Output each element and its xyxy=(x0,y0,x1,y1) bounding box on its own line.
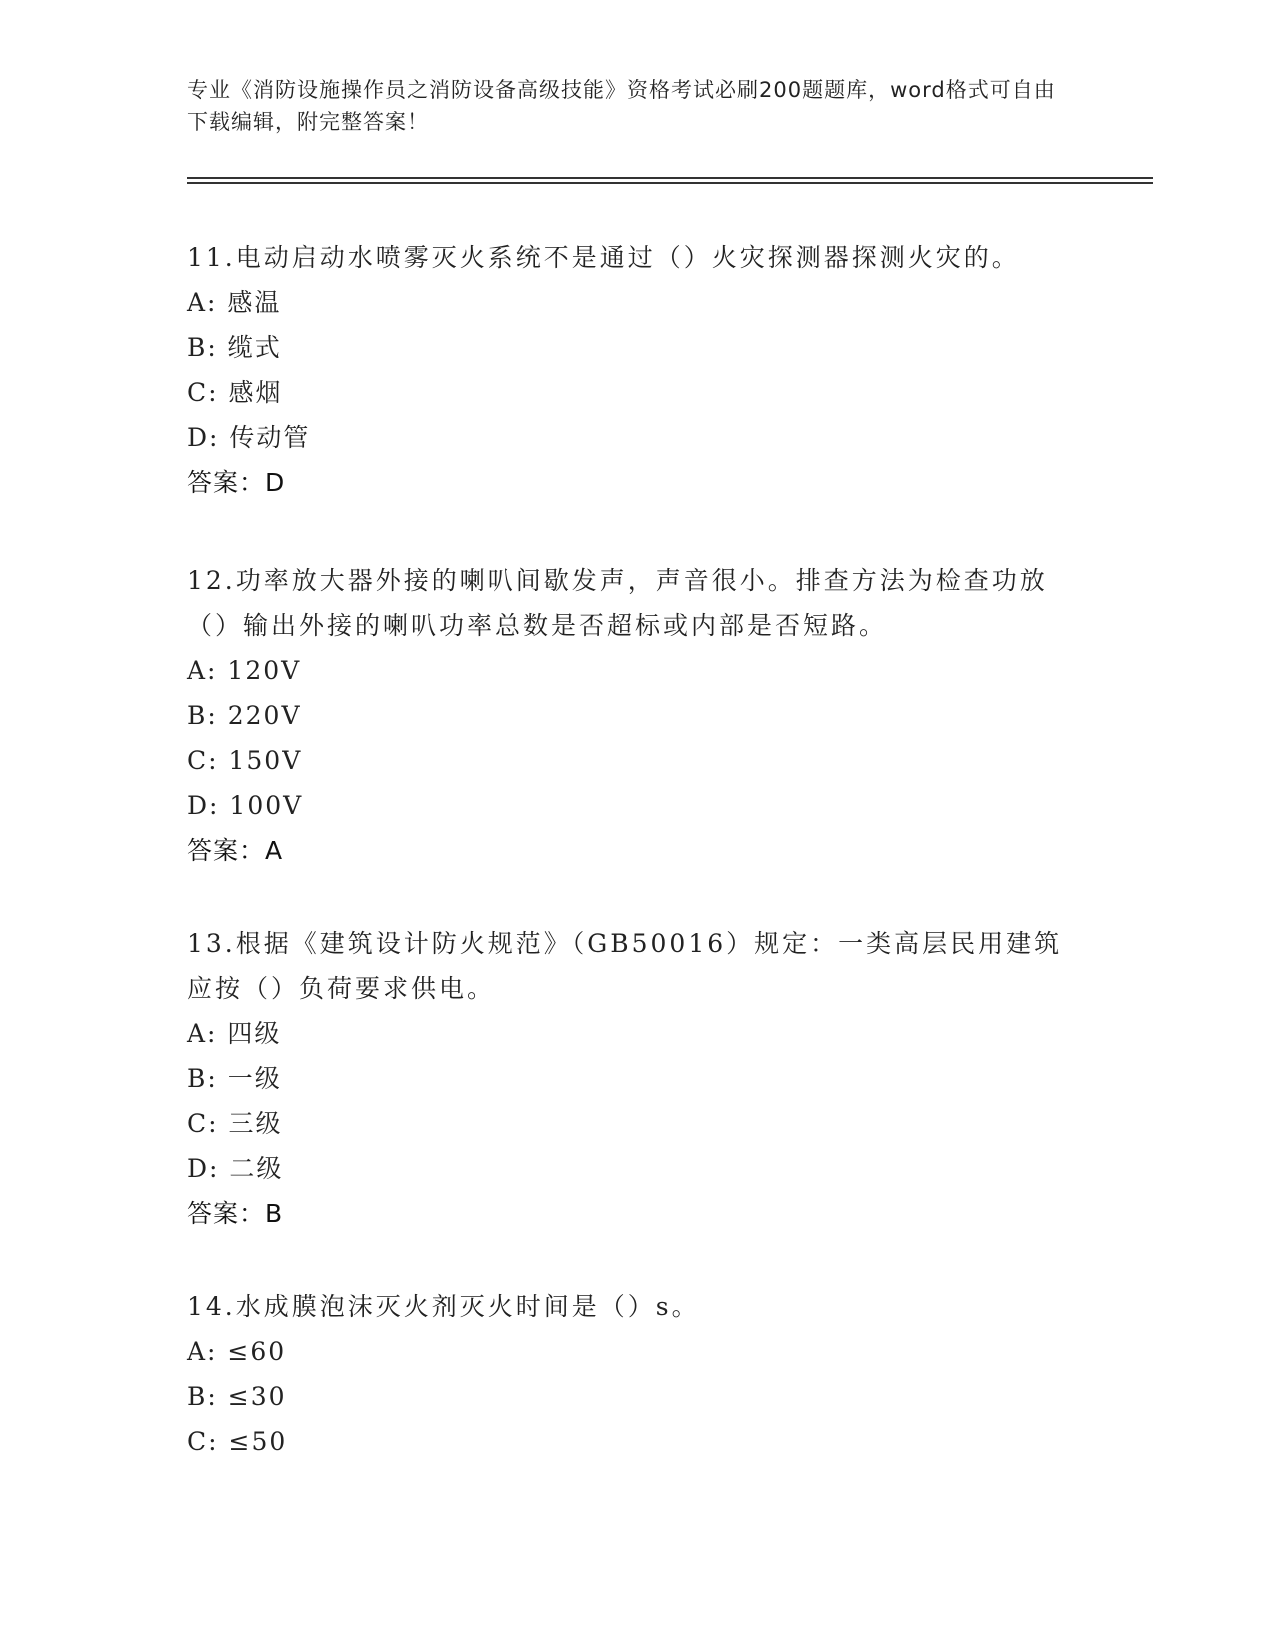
option-b: B: 一级 xyxy=(187,1064,282,1093)
option-b: B: 220V xyxy=(187,701,302,730)
question-stem: 12.功率放大器外接的喇叭间歇发声，声音很小。排查方法为检查功放（）输出外接的喇叭功率总数是否超标或内部是否短路。 xyxy=(187,566,1048,640)
question-stem: 11.电动启动水喷雾灭火系统不是通过（）火灾探测器探测火灾的。 xyxy=(187,243,1020,272)
header-divider-top xyxy=(187,177,1153,179)
question-stem: 13.根据《建筑设计防火规范》（GB50016）规定：一类高层民用建筑应按（）负荷要求供电。 xyxy=(187,929,1063,1003)
answer-line: 答案：D xyxy=(187,468,286,497)
option-a: A: ≤60 xyxy=(187,1337,287,1366)
answer-line: 答案：B xyxy=(187,1199,284,1228)
option-d: D: 二级 xyxy=(187,1154,284,1183)
option-a: A: 感温 xyxy=(187,288,282,317)
question-stem: 14.水成膜泡沫灭火剂灭火时间是（）s。 xyxy=(187,1292,700,1321)
document-header: 专业《消防设施操作员之消防设备高级技能》资格考试必刷200题题库，word格式可自由下载编辑，附完整答案！ xyxy=(187,78,1056,134)
answer-line: 答案：A xyxy=(187,836,284,865)
option-c: C: 三级 xyxy=(187,1109,283,1138)
question-14 xyxy=(187,1284,1087,1464)
option-b: B: ≤30 xyxy=(187,1382,287,1411)
option-b: B: 缆式 xyxy=(187,333,282,362)
option-d: D: 100V xyxy=(187,791,304,820)
question-11 xyxy=(187,235,1087,506)
question-13 xyxy=(187,921,1087,1237)
option-a: A: 120V xyxy=(187,656,302,685)
option-d: D: 传动管 xyxy=(187,423,311,452)
question-12 xyxy=(187,558,1087,874)
option-c: C: 感烟 xyxy=(187,378,283,407)
header-divider-bottom xyxy=(187,182,1153,184)
option-c: C: ≤50 xyxy=(187,1427,288,1456)
option-a: A: 四级 xyxy=(187,1019,282,1048)
option-c: C: 150V xyxy=(187,746,303,775)
